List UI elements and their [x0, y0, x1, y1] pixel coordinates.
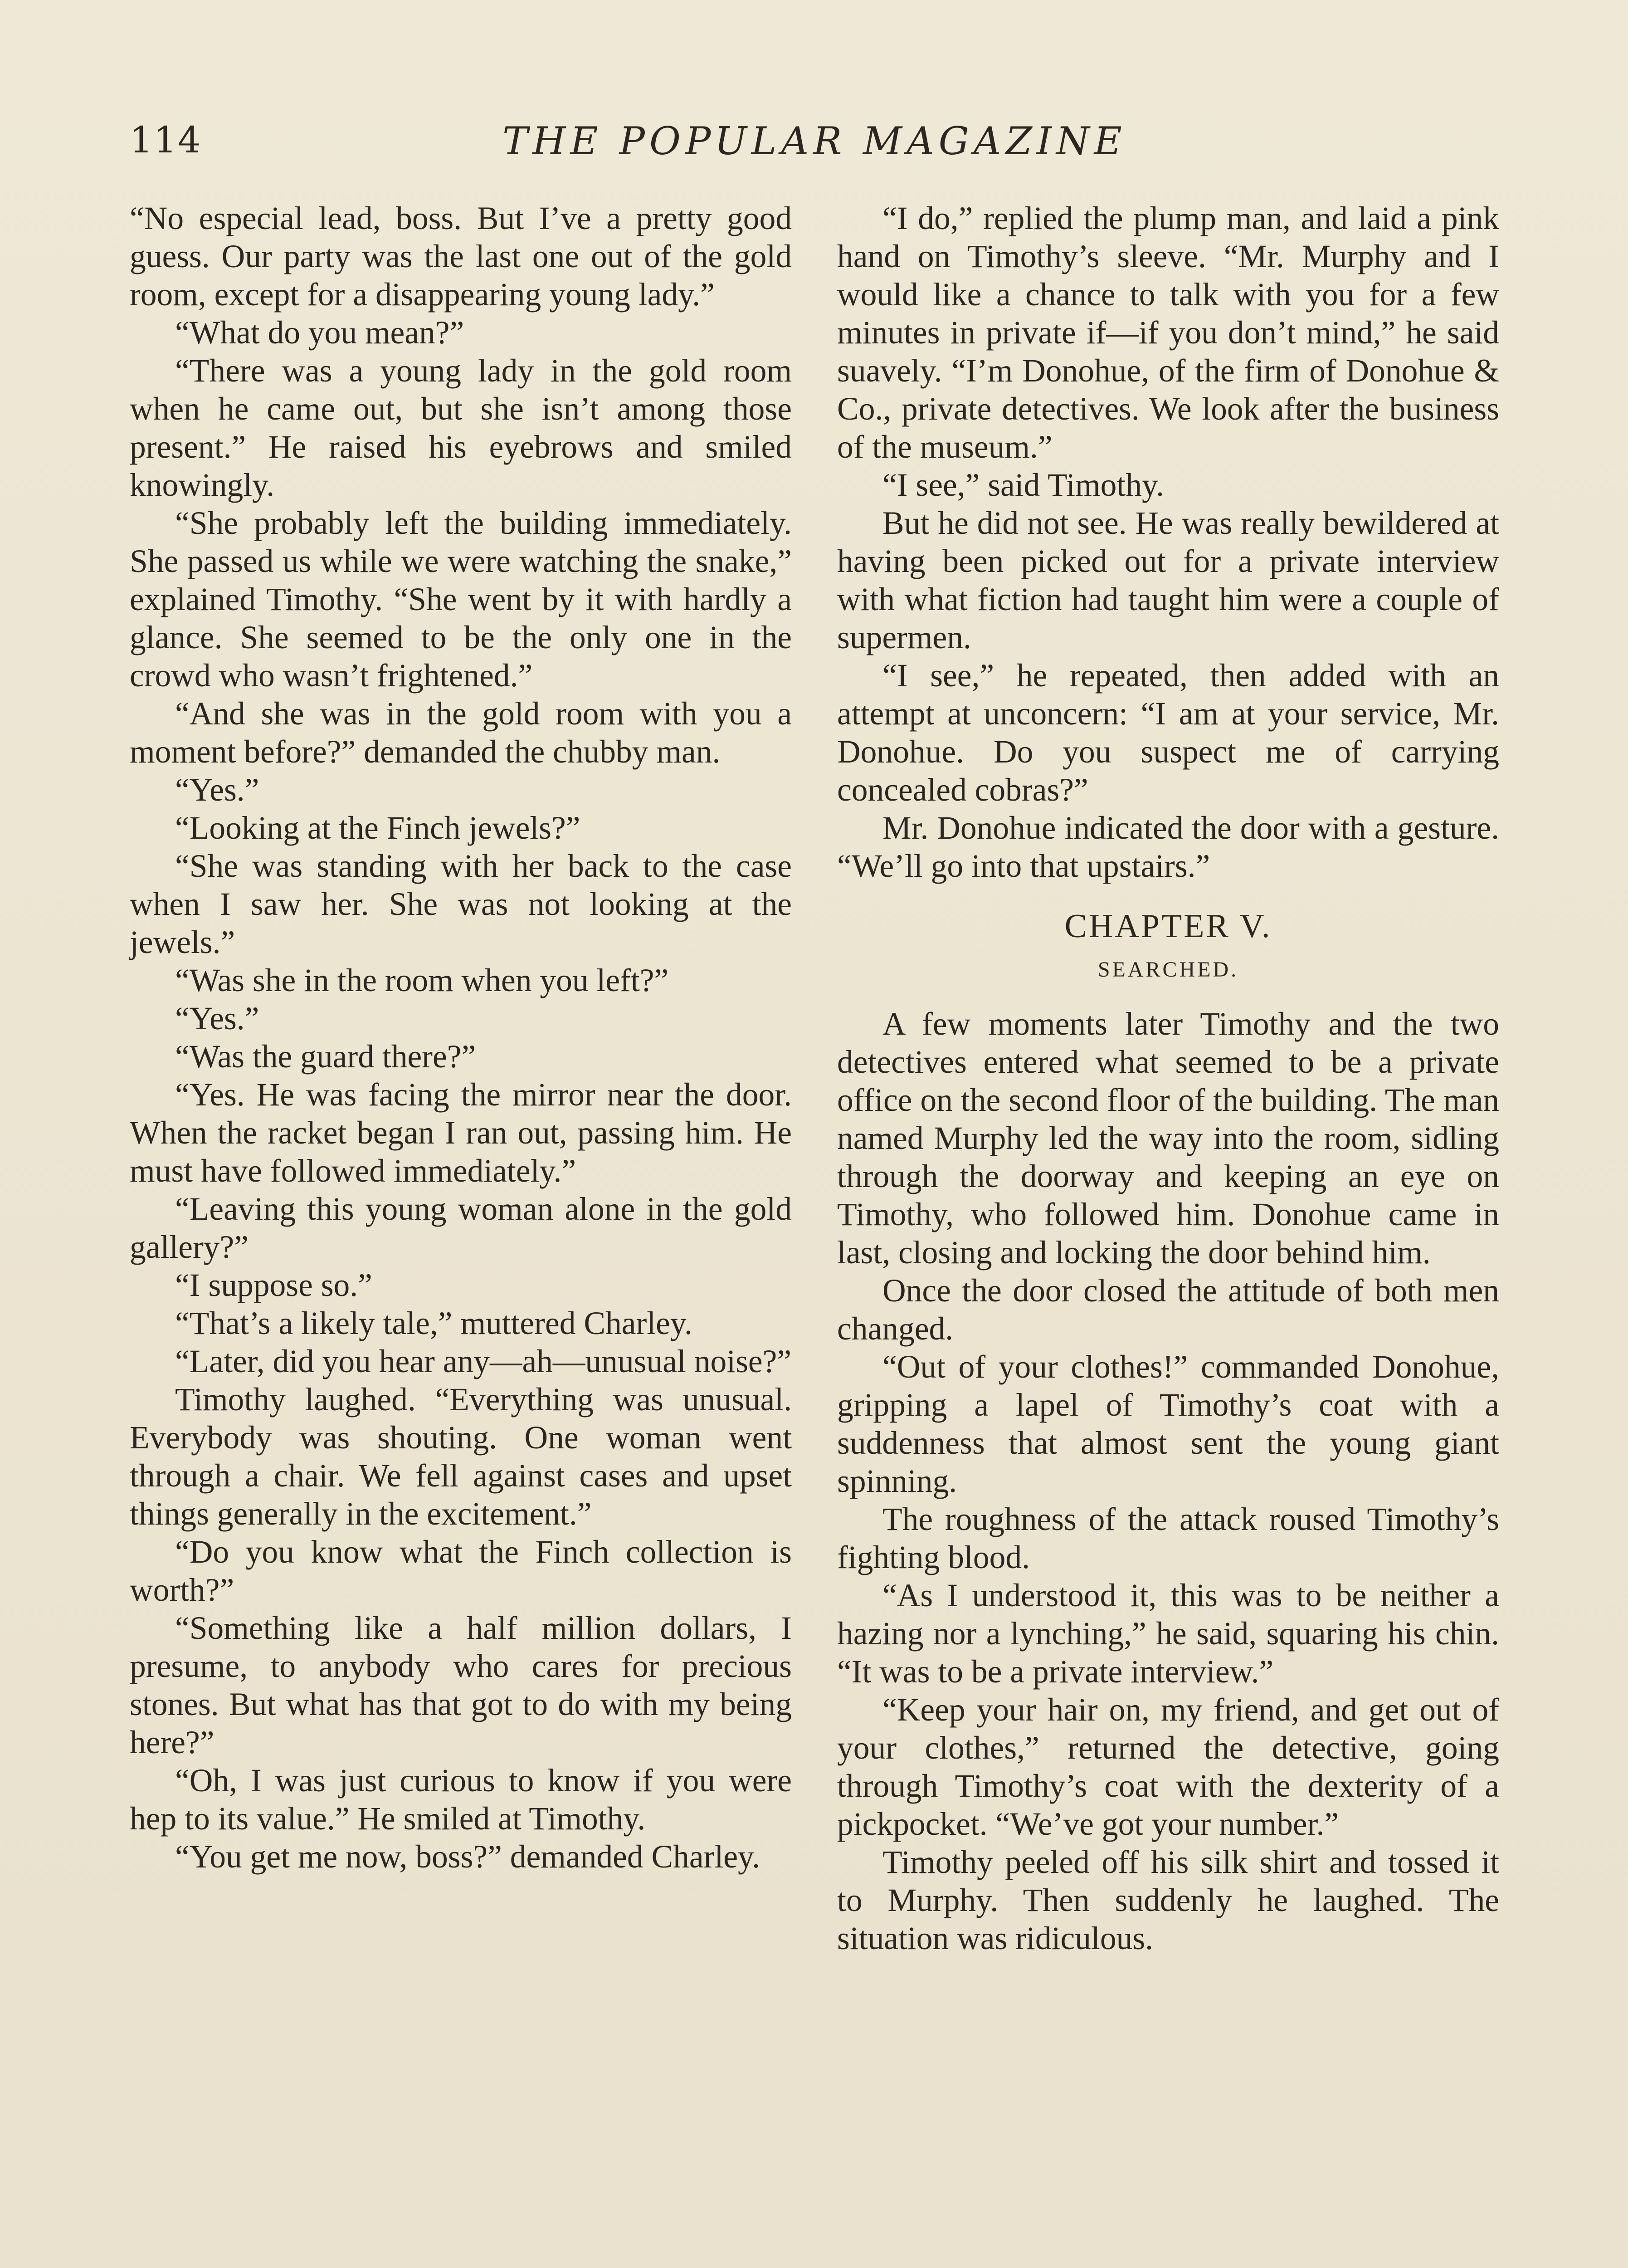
- left-column: [130, 200, 792, 1876]
- paragraph: Mr. Donohue indicated the door with a gesture. “We’ll go into that upstairs.”: [837, 810, 1499, 884]
- paragraph: “What do you mean?”: [175, 315, 464, 351]
- paragraph: “Yes. He was facing the mirror near the door. When the racket began I ran out, passing him. He must have followed immediately.”: [130, 1077, 792, 1189]
- paragraph: “I do,” replied the plump man, and laid a pink hand on Timothy’s sleeve. “Mr. Murphy and I would like a chance to talk with you for a few minutes in private if—if you don’t mind,” he said suavely. “I’m Donohue, of the firm of Donohue & Co., private detectives. We look after the business of the museum.”: [837, 200, 1499, 465]
- paragraph: “There was a young lady in the gold room when he came out, but she isn’t among those present.” He raised his eyebrows and smiled knowingly.: [130, 353, 792, 503]
- right-column: [837, 200, 1499, 1958]
- paragraph: “Was the guard there?”: [175, 1039, 476, 1075]
- paragraph: “Looking at the Finch jewels?”: [175, 810, 580, 846]
- paragraph: “Do you know what the Finch collection is worth?”: [130, 1534, 792, 1608]
- paragraph: The roughness of the attack roused Timothy’s fighting blood.: [837, 1501, 1499, 1575]
- paragraph: “Leaving this young woman alone in the gold gallery?”: [130, 1191, 792, 1265]
- paragraph: “Oh, I was just curious to know if you were hep to its value.” He smiled at Timothy.: [130, 1763, 792, 1837]
- paragraph: “She probably left the building immediately. She passed us while we were watching the snake,” explained Timothy. “She went by it with hardly a glance. She seemed to be the only one in the crowd who wasn’t frightened.”: [130, 505, 792, 694]
- paragraph: “That’s a likely tale,” muttered Charley.: [175, 1305, 692, 1341]
- paragraph: “I see,” he repeated, then added with an attempt at unconcern: “I am at your service, Mr. Donohue. Do you suspect me of carrying concealed cobras?”: [837, 658, 1499, 808]
- paragraph: Timothy peeled off his silk shirt and tossed it to Murphy. Then suddenly he laughed. The situation was ridiculous.: [837, 1844, 1499, 1956]
- page-header: [130, 119, 1499, 173]
- paragraph: “Yes.”: [175, 772, 259, 808]
- paragraph: A few moments later Timothy and the two detectives entered what seemed to be a private office on the second floor of the building. The man named Murphy led the way into the room, sidling through the doorway and keeping an eye on Timothy, who followed him. Donohue came in last, closing and locking the door behind him.: [837, 1006, 1499, 1271]
- paragraph: Timothy laughed. “Everything was unusual. Everybody was shouting. One woman went through a chair. We fell against cases and upset things generally in the excitement.”: [130, 1382, 792, 1532]
- paragraph: “Yes.”: [175, 1001, 259, 1036]
- paragraph: “As I understood it, this was to be neither a hazing nor a lynching,” he said, squaring his chin. “It was to be a private interview.”: [837, 1578, 1499, 1690]
- chapter-subtitle: SEARCHED.: [1097, 958, 1239, 982]
- paragraph: “Something like a half million dollars, I presume, to anybody who cares for precious stones. But what has that got to do with my being here?”: [130, 1610, 792, 1760]
- chapter-heading: CHAPTER V.: [1064, 908, 1272, 945]
- paragraph: “I see,” said Timothy.: [882, 467, 1164, 503]
- paragraph: “You get me now, boss?” demanded Charley.: [175, 1839, 760, 1875]
- paragraph: “I suppose so.”: [175, 1267, 372, 1303]
- magazine-title: THE POPULAR MAGAZINE: [502, 119, 1126, 163]
- paragraph: “Out of your clothes!” commanded Donohue, gripping a lapel of Timothy’s coat with a suddenness that almost sent the young giant spinning.: [837, 1349, 1499, 1499]
- paragraph: “She was standing with her back to the case when I saw her. She was not looking at the jewels.”: [130, 848, 792, 960]
- paragraph: “No especial lead, boss. But I’ve a pretty good guess. Our party was the last one out of the gold room, except for a disappearing young lady.”: [130, 200, 792, 313]
- paragraph: Once the door closed the attitude of both men changed.: [837, 1273, 1499, 1347]
- page-number: 114: [130, 119, 202, 161]
- paragraph: But he did not see. He was really bewildered at having been picked out for a private interview with what fiction had taught him were a couple of supermen.: [837, 505, 1499, 655]
- paragraph: “Keep your hair on, my friend, and get out of your clothes,” returned the detective, going through Timothy’s coat with the dexterity of a pickpocket. “We’ve got your number.”: [837, 1692, 1499, 1842]
- paragraph: “And she was in the gold room with you a moment before?” demanded the chubby man.: [130, 696, 792, 770]
- paragraph: “Later, did you hear any—ah—unusual noise?”: [175, 1344, 792, 1379]
- paragraph: “Was she in the room when you left?”: [175, 963, 669, 998]
